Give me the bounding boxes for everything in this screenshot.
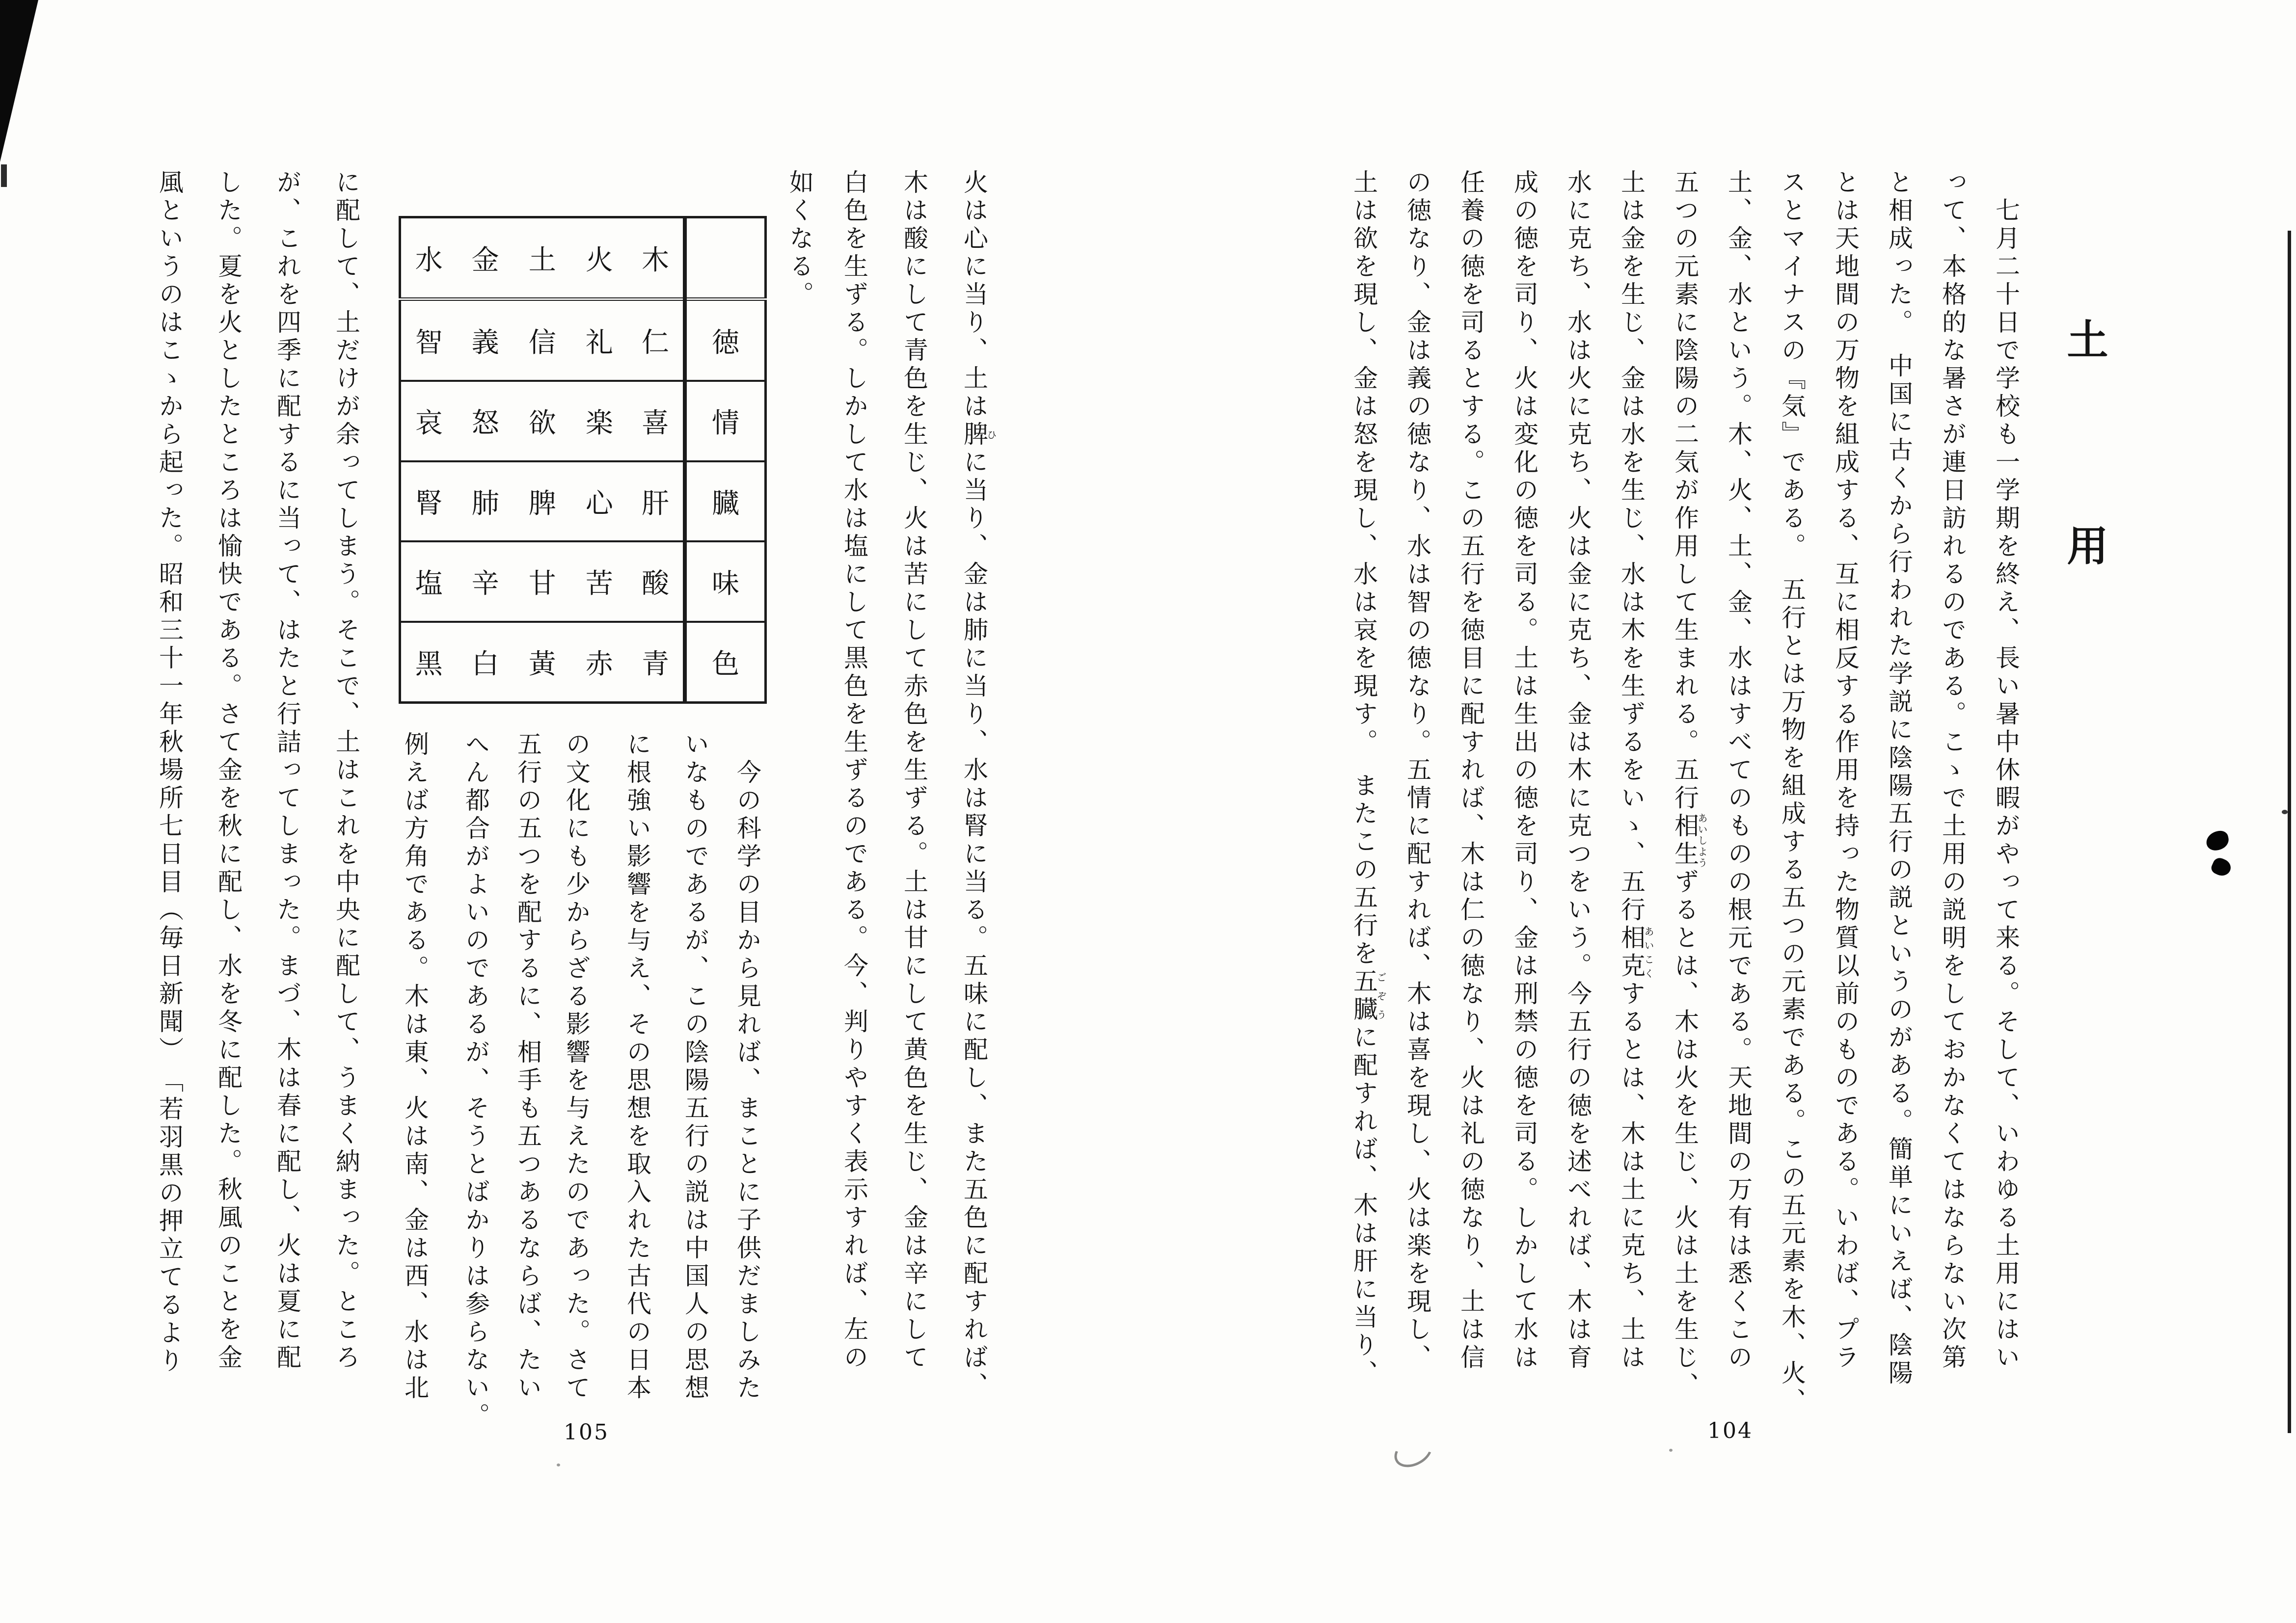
table-row: [400, 381, 766, 461]
table-cell: 土: [528, 244, 556, 276]
table-cell: 水: [415, 244, 443, 276]
ruby-base: 相生: [1671, 813, 1699, 869]
text-column: 土、金、水という。木、火、土、金、水はすべてのものの根元である。天地間の万有は悉くこの: [1724, 169, 1753, 1372]
text-column: 任養の徳を司るとする。この五行を徳目に配すれば、木は仁の徳なり、火は礼の徳なり、土は信: [1457, 169, 1485, 1372]
scan-streak-artifact: [1, 164, 7, 187]
table-cell: 肝: [628, 461, 685, 542]
text-column: に根強い影響を与え、その思想を取入れた古代の日本: [623, 731, 651, 1403]
table-cell: 甘: [514, 541, 571, 622]
text-run: 土は金を生じ、金は水を生じ、水は木を生ずるをいゝ、五行: [1617, 169, 1646, 925]
table-cell: 黃: [514, 622, 571, 703]
text-column: とは天地間の万物を組成する、互に相反する作用を持った物質以前のものである。いわば、プラ: [1831, 169, 1860, 1372]
text-column: 風というのはこゝから起った。昭和三十一年秋場所七日目（毎日新聞） 「若羽黒の押立てるより: [155, 169, 184, 1376]
table-label-cell: 臓: [685, 461, 766, 542]
table-cell: 白: [457, 622, 514, 703]
table-cell: 苦: [571, 541, 628, 622]
table-cell: 喜: [628, 381, 685, 461]
table-cell: 酸: [628, 541, 685, 622]
table-cell: 哀: [400, 381, 457, 461]
text-column: いなものであるが、この陰陽五行の説は中国人の思想: [681, 731, 709, 1403]
ruby-text: あいこく: [1643, 925, 1654, 981]
table-cell: 黑: [400, 622, 457, 703]
table-label-cell: 徳: [685, 299, 766, 381]
table-label-cell: [685, 217, 766, 299]
table-label-cell: 色: [685, 622, 766, 703]
text-column: 成の徳を司り、火は変化の徳を司る。土は生出の徳を司り、金は刑禁の徳を司る。しかして水は: [1510, 169, 1539, 1372]
ruby-annotation: [960, 421, 997, 449]
table-cell: 仁: [628, 299, 685, 381]
text-column: 如くなる。: [785, 169, 814, 309]
text-column: 七月二十日で学校も一学期を終え、長い暑中休暇がやって来る。そして、いわゆる土用にはい: [1992, 169, 2020, 1372]
table-cell: 塩: [400, 541, 457, 622]
text-column: 五行の五つを配するに、相手も五つあるならば、たい: [513, 731, 542, 1403]
table-cell: 欲: [514, 381, 571, 461]
table-label-cell: 味: [685, 541, 766, 622]
ruby-text: あいしよう: [1696, 813, 1708, 869]
text-run: 五つの元素に陰陽の二気が作用して生まれる。五行: [1671, 169, 1699, 813]
text-column: 例えば方角である。木は東、火は南、金は西、水は北: [401, 731, 429, 1403]
table-row: [400, 299, 766, 381]
scan-edge-line: [2288, 231, 2291, 1433]
text-column: [1350, 169, 1386, 1411]
text-column: [1618, 169, 1653, 1411]
table-cell: 赤: [571, 622, 628, 703]
ruby-text: ひ: [985, 421, 997, 449]
pencil-mark: [1389, 1430, 1438, 1473]
ink-blot: [2210, 856, 2234, 879]
text-column: が、これを四季に配するに当って、はたと行詰ってしまった。まづ、木は春に配し、火は夏に配: [273, 169, 301, 1372]
table-row: [400, 541, 766, 622]
text-run: するとは、木は土に克ち、土は: [1617, 981, 1646, 1372]
text-run: 土は欲を現し、金は怒を現し、水は哀を現す。 またこの五行を: [1350, 169, 1378, 968]
scan-speck: [2282, 810, 2288, 814]
table-cell: 肺: [457, 461, 514, 542]
scan-speck: [557, 1463, 560, 1466]
table-row: [400, 622, 766, 703]
table-cell: 辛: [457, 541, 514, 622]
table-cell: 脾: [514, 461, 571, 542]
table-cell: 金: [471, 244, 499, 276]
five-elements-table: [399, 216, 767, 704]
page-number-right: 104: [1707, 1418, 1753, 1443]
table-cell: 礼: [571, 299, 628, 381]
table-cell: 心: [571, 461, 628, 542]
text-column: の文化にも少からざる影響を与えたのであった。さて: [562, 731, 591, 1403]
table-label-cell: 情: [685, 381, 766, 461]
ruby-text: ごぞう: [1375, 968, 1387, 1024]
text-column: って、本格的な暑さが連日訪れるのである。こゝで土用の説明をしておかなくてはならない次第: [1938, 169, 1967, 1372]
page-number-left: 105: [564, 1420, 609, 1445]
table-row: [400, 217, 766, 299]
text-column: 白色を生ずる。しかして水は塩にして黒色を生ずるのである。今、判りやすく表示すれば、左の: [840, 169, 868, 1372]
text-column: した。夏を火としたところは愉快である。さて金を秋に配し、水を冬に配した。秋風のことを金: [214, 169, 243, 1372]
ruby-base: 脾: [960, 421, 988, 449]
ruby-annotation: [1350, 968, 1387, 1024]
text-run: に配すれば、木は肝に当り、: [1350, 1024, 1378, 1388]
table-cell: 青: [628, 622, 685, 703]
text-run: ずるとは、木は火を生じ、火は土を生じ、: [1671, 869, 1699, 1400]
ruby-base: 五臓: [1350, 968, 1378, 1024]
table-cell: 信: [514, 299, 571, 381]
text-run: に当り、金は肺に当り、水は腎に当る。五味に配し、また五色に配すれば、: [960, 449, 988, 1400]
text-column: スとマイナスの『気』である。 五行とは万物を組成する五つの元素である。この五元素を木、火、: [1778, 169, 1806, 1416]
text-column: と相成った。 中国に古くから行われた学説に陰陽五行の説というのがある。簡単にいえば、陰陽: [1885, 169, 1913, 1388]
table-cell: 義: [457, 299, 514, 381]
table-cell: 火: [585, 244, 613, 276]
text-column: [1671, 169, 1707, 1411]
page-title: 土用: [2060, 318, 2109, 730]
ruby-annotation: [1617, 925, 1654, 981]
ink-blot: [2205, 829, 2231, 852]
text-column: 水に克ち、水は火に克ち、火は金に克ち、金は木に克つをいう。今五行の徳を述べれば、木は育: [1564, 169, 1592, 1372]
table-cell: 腎: [400, 461, 457, 542]
scan-speck: [1669, 1449, 1673, 1452]
text-column: へん都合がよいのであるが、そうとばかりは参らない。: [461, 731, 490, 1431]
table-cell: 楽: [571, 381, 628, 461]
table-cell: 智: [400, 299, 457, 381]
scan-corner-artifact: [0, 0, 38, 162]
ruby-base: 相克: [1617, 925, 1646, 981]
text-column: [960, 169, 996, 1411]
text-column: に配して、土だけが余ってしまう。そこで、土はこれを中央に配して、うまく納まった。ところ: [332, 169, 360, 1372]
ruby-annotation: [1671, 813, 1708, 869]
text-run: 火は心に当り、土は: [960, 169, 988, 421]
table-row: [400, 461, 766, 542]
text-column: 今の科学の目から見れば、まことに子供だましみた: [733, 731, 761, 1403]
text-column: 木は酸にして青色を生じ、火は苦にして赤色を生ずる。土は甘にして黄色を生じ、金は辛にして: [900, 169, 928, 1372]
text-column: の徳なり、金は義の徳なり、水は智の徳なり。五情に配すれば、木は喜を現し、火は楽を現し、: [1403, 169, 1432, 1372]
table-cell: 木: [641, 244, 669, 276]
table-cell: 怒: [457, 381, 514, 461]
